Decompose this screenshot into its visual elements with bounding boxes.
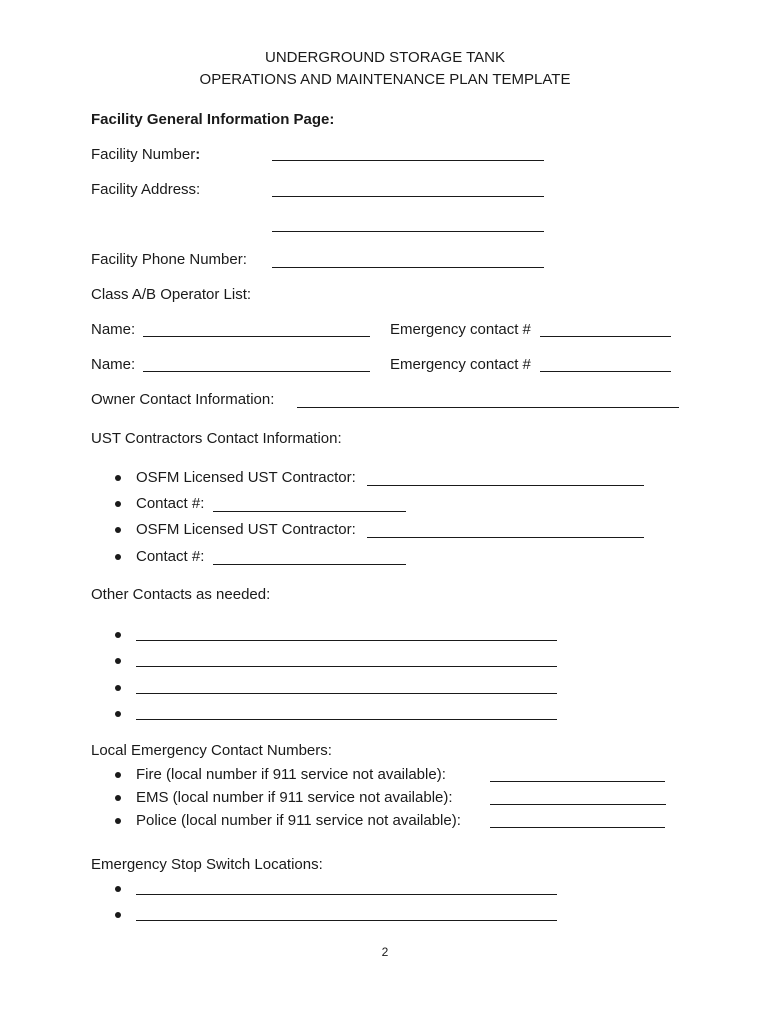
operator-name-label-2: Name:: [91, 356, 136, 373]
contractor-label-1: OSFM Licensed UST Contractor:: [136, 469, 356, 486]
emergency-contact-field-1[interactable]: [540, 336, 671, 337]
emergency-contact-label-1: Emergency contact #: [390, 321, 531, 338]
owner-contact-field[interactable]: [297, 407, 679, 408]
ems-number-label: EMS (local number if 911 service not available):: [136, 789, 453, 806]
police-number-label: Police (local number if 911 service not available):: [136, 812, 461, 829]
operator-name-label-1: Name:: [91, 321, 136, 338]
document-title-line2: OPERATIONS AND MAINTENANCE PLAN TEMPLATE: [199, 71, 571, 88]
contractor-contact-label-1: Contact #:: [136, 495, 205, 512]
facility-address-label: Facility Address:: [91, 181, 201, 198]
fire-number-label: Fire (local number if 911 service not available):: [136, 766, 446, 783]
contractors-heading: UST Contractors Contact Information:: [91, 430, 342, 447]
bullet-icon: [115, 912, 121, 918]
bullet-icon: [115, 818, 121, 824]
contractor-contact-field-1[interactable]: [213, 511, 406, 512]
owner-contact-label: Owner Contact Information:: [91, 391, 275, 408]
bullet-icon: [115, 501, 121, 507]
bullet-icon: [115, 711, 121, 717]
ems-number-field[interactable]: [490, 804, 666, 805]
facility-number-field[interactable]: [272, 160, 544, 161]
emergency-contact-field-2[interactable]: [540, 371, 671, 372]
other-contacts-heading: Other Contacts as needed:: [91, 586, 271, 603]
bullet-icon: [115, 772, 121, 778]
other-contact-field-3[interactable]: [136, 693, 557, 694]
facility-phone-field[interactable]: [272, 267, 544, 268]
document-title-line1: UNDERGROUND STORAGE TANK: [264, 49, 506, 66]
contractor-field-1[interactable]: [367, 485, 644, 486]
other-contact-field-1[interactable]: [136, 640, 557, 641]
operator-name-field-2[interactable]: [143, 371, 370, 372]
emergency-contact-label-2: Emergency contact #: [390, 356, 531, 373]
bullet-icon: [115, 475, 121, 481]
bullet-icon: [115, 795, 121, 801]
contractor-label-2: OSFM Licensed UST Contractor:: [136, 521, 356, 538]
facility-phone-label: Facility Phone Number:: [91, 251, 247, 268]
other-contact-field-4[interactable]: [136, 719, 557, 720]
facility-number-label: Facility Number:: [91, 146, 201, 163]
bullet-icon: [115, 632, 121, 638]
facility-address-field-line2[interactable]: [272, 231, 544, 232]
stop-switch-field-2[interactable]: [136, 920, 557, 921]
contractor-field-2[interactable]: [367, 537, 644, 538]
bullet-icon: [115, 658, 121, 664]
contractor-contact-label-2: Contact #:: [136, 548, 205, 565]
contractor-contact-field-2[interactable]: [213, 564, 406, 565]
bullet-icon: [115, 554, 121, 560]
operator-list-heading: Class A/B Operator List:: [91, 286, 252, 303]
stop-switch-field-1[interactable]: [136, 894, 557, 895]
police-number-field[interactable]: [490, 827, 665, 828]
bullet-icon: [115, 685, 121, 691]
operator-name-field-1[interactable]: [143, 336, 370, 337]
bullet-icon: [115, 886, 121, 892]
stop-switch-heading: Emergency Stop Switch Locations:: [91, 856, 323, 873]
other-contact-field-2[interactable]: [136, 666, 557, 667]
facility-address-field-line1[interactable]: [272, 196, 544, 197]
bullet-icon: [115, 527, 121, 533]
fire-number-field[interactable]: [490, 781, 665, 782]
page-number: 2: [381, 945, 389, 959]
local-emergency-heading: Local Emergency Contact Numbers:: [91, 742, 332, 759]
section-heading: Facility General Information Page:: [91, 111, 335, 128]
